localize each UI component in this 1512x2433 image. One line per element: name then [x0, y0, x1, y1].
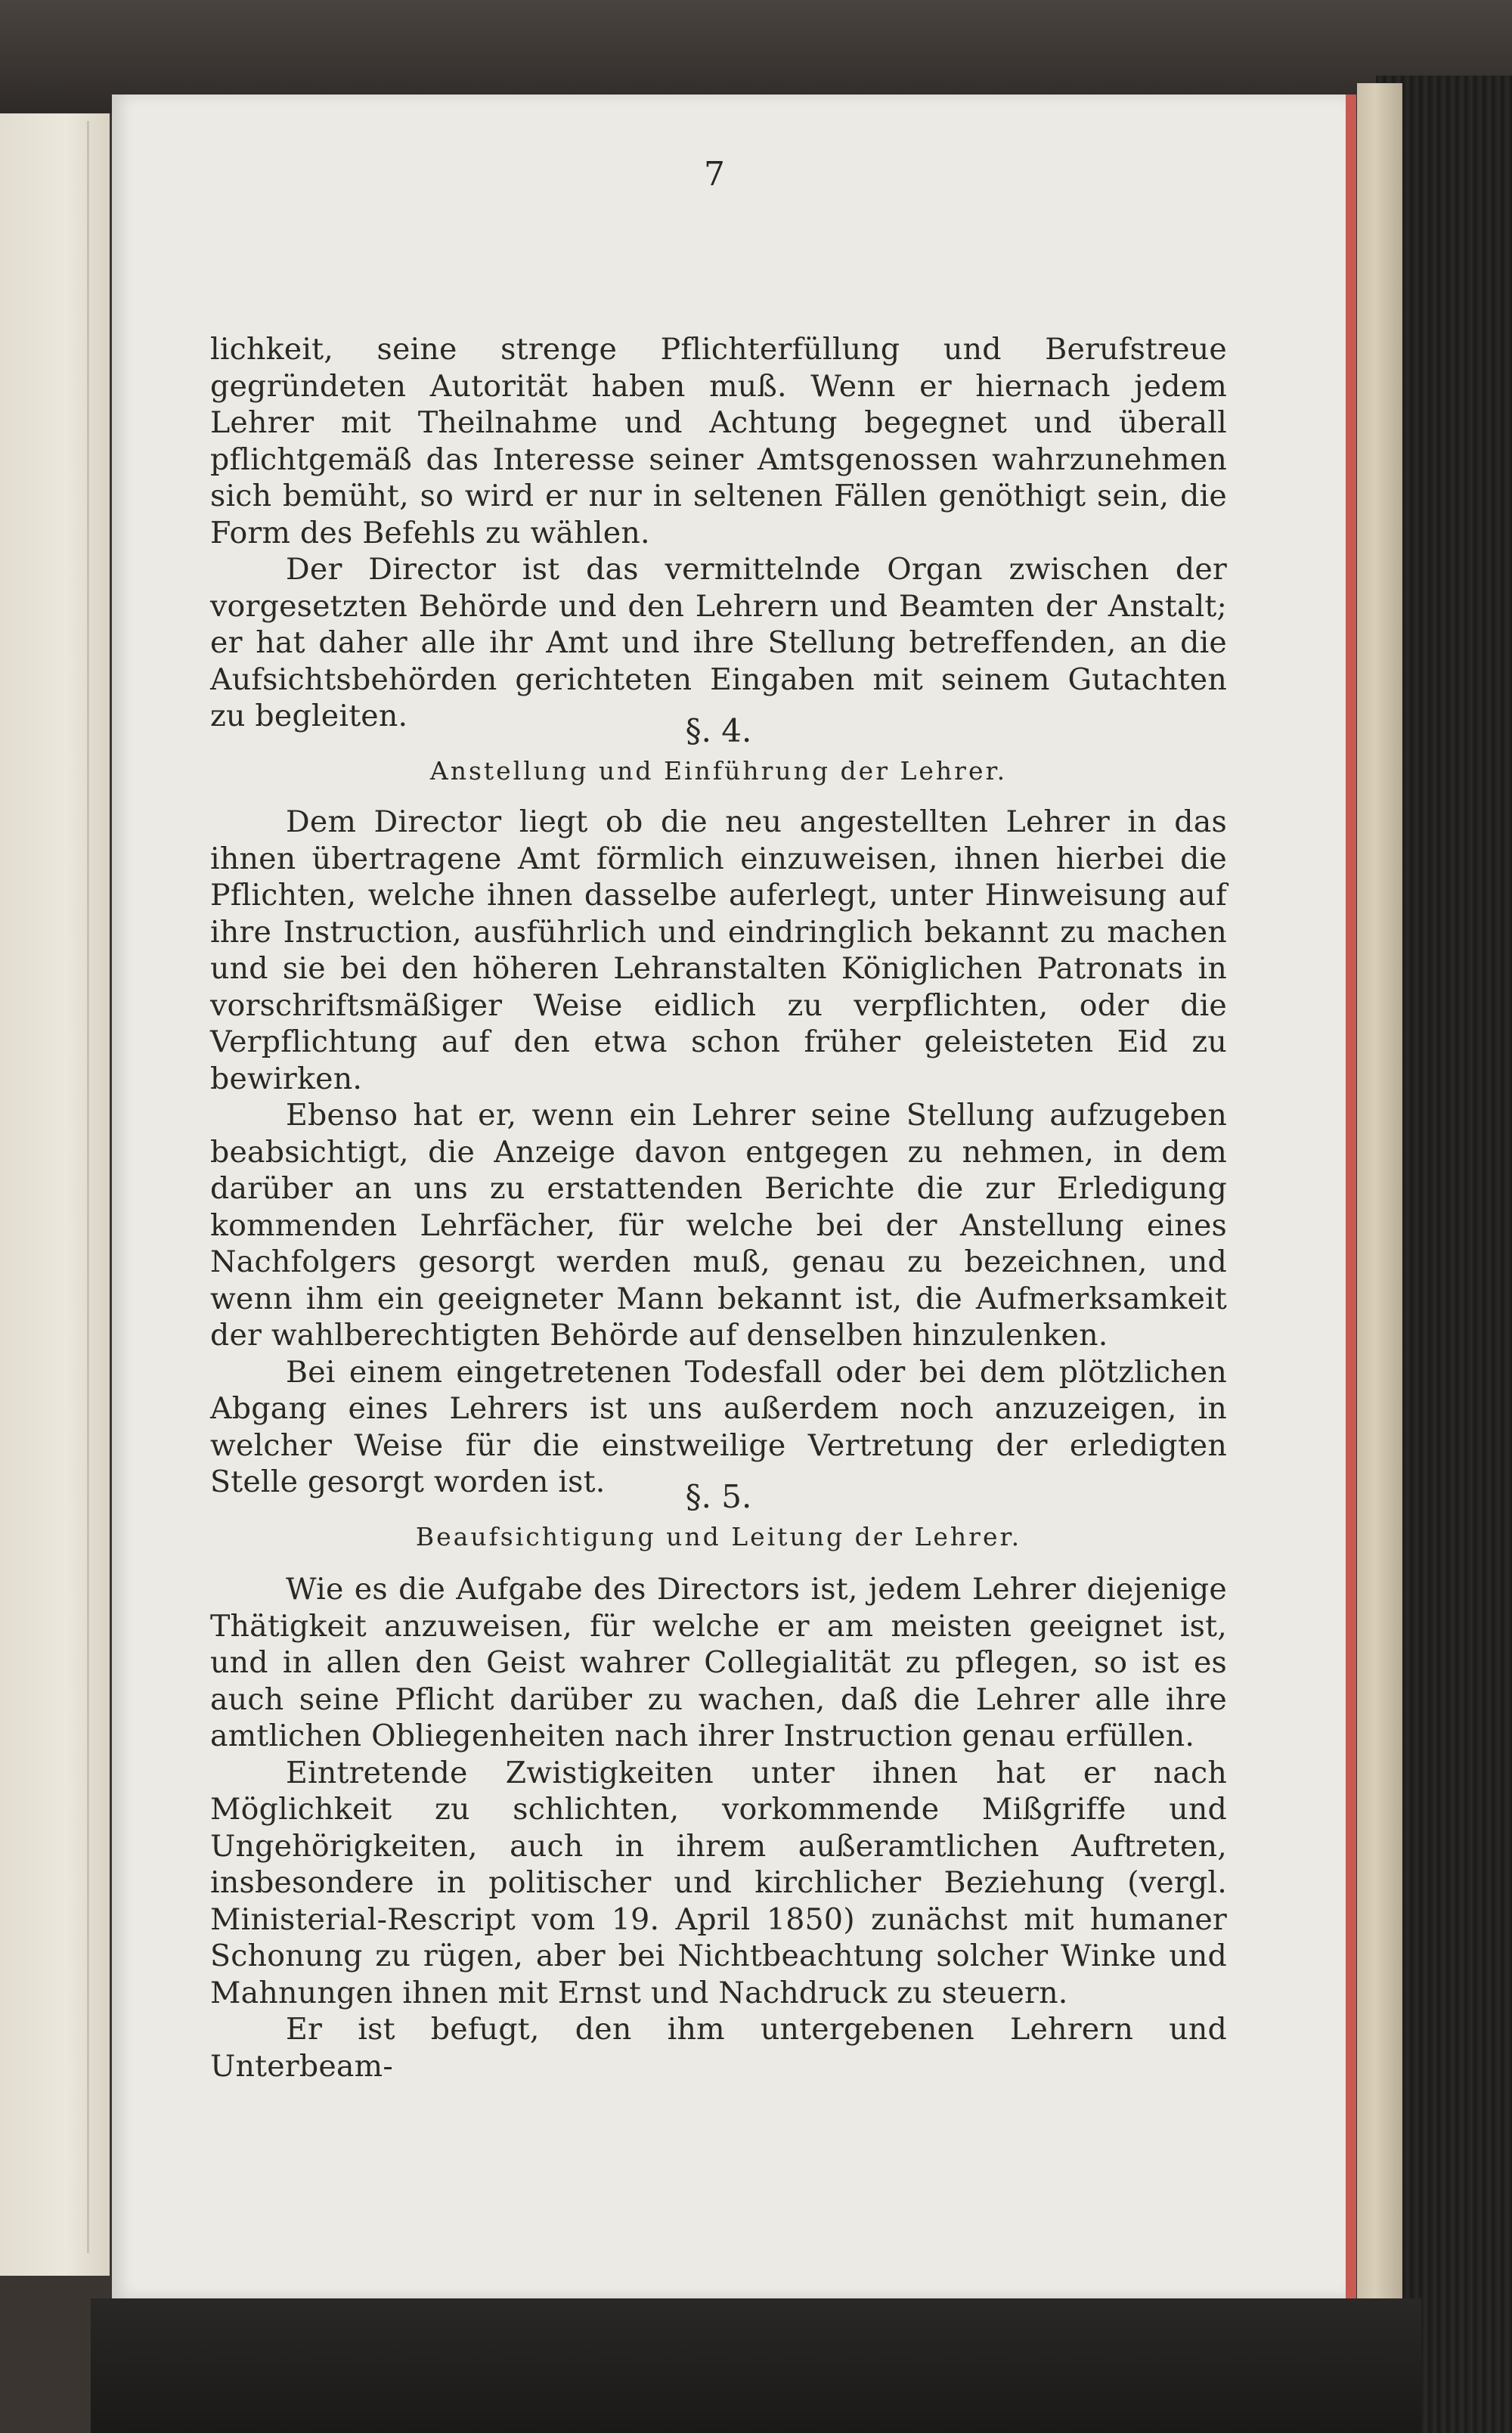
text-block-2	[210, 804, 1227, 1501]
text-block-3	[210, 1571, 1227, 2084]
paragraph-continuation: lichkeit, seine strenge Pflichterfüllung und Berufstreue gegründeten Autorität haben muß. Wenn er hiernach jedem Lehrer mit Theilnahme und Achtung begegnet und überall pflichtgemäß das Interesse seiner Amtsgenossen wahrzunehmen sich bemüht, so wird er nur in seltenen Fällen genöthigt sein, die Form des Befehls zu wählen.	[210, 332, 1227, 550]
book-cover-bottom	[91, 2298, 1421, 2433]
section-5-title: Beaufsichtigung und Leitung der Lehrer.	[415, 1522, 1022, 1551]
paragraph-duties: Wie es die Aufgabe des Directors ist, jedem Lehrer diejenige Thätigkeit anzuweisen, für welche er am meisten geeignet ist, und in allen den Geist wahrer Collegialität zu pflegen, so ist es auch seine Pflicht darüber zu wachen, daß die Lehrer alle ihre amtlichen Obliegenheiten nach ihrer Instruction genau erfüllen.	[210, 1572, 1227, 1753]
paragraph-director-organ: Der Director ist das vermittelnde Organ zwischen der vorgesetzten Behörde und den Lehrern und Beamten der Anstalt; er hat daher alle ihr Amt und ihre Stellung betreffenden, an die Aufsichtsbehörden gerichteten Eingaben mit seinem Gutachten zu begleiten.	[210, 552, 1227, 733]
page-number: 7	[704, 155, 725, 194]
text-block-1	[210, 331, 1227, 735]
book-cover-board	[1357, 83, 1402, 2321]
red-page-edge	[1346, 95, 1356, 2298]
section-5-number: §. 5.	[685, 1478, 752, 1515]
paragraph-disputes: Eintretende Zwistigkeiten unter ihnen hat er nach Möglichkeit zu schlichten, vorkommende Mißgriffe und Ungehörigkeiten, auch in ihrem außeramtlichen Auftreten, insbesondere in politischer und kirchlicher Beziehung (vergl. Ministerial-Rescript vom 19. April 1850) zunächst mit humaner Schonung zu rügen, aber bei Nichtbeachtung solcher Winke und Mahnungen ihnen mit Ernst und Nachdruck zu steuern.	[210, 1755, 1227, 2010]
left-page-fold	[0, 121, 89, 2253]
section-4-title: Anstellung und Einführung der Lehrer.	[429, 756, 1008, 786]
paragraph-resignation: Ebenso hat er, wenn ein Lehrer seine Stellung aufzugeben beabsichtigt, die Anzeige davon entgegen zu nehmen, in dem darüber an uns zu erstattenden Berichte die zur Erledigung kommenden Lehrfächer, für welche bei der Anstellung eines Nachfolgers gesorgt werden muß, genau zu bezeichnen, und wenn ihm ein geeigneter Mann bekannt ist, die Aufmerksamkeit der wahlberechtigten Behörde auf denselben hinzulenken.	[210, 1098, 1227, 1353]
section-4-number: §. 4.	[685, 712, 752, 749]
paragraph-authority: Er ist befugt, den ihm untergebenen Lehrern und Unterbeam-	[210, 2012, 1227, 2084]
paragraph-appointment: Dem Director liegt ob die neu angestellten Lehrer in das ihnen übertragene Amt förmlich einzuweisen, ihnen hierbei die Pflichten, welche ihnen dasselbe auferlegt, unter Hinweisung auf ihre Instruction, ausführlich und eindringlich bekannt zu machen und sie bei den höheren Lehranstalten Königlichen Patronats in vorschriftsmäßiger Weise eidlich zu verpflichten, oder die Verpflichtung auf den etwa schon früher geleisteten Eid zu bewirken.	[210, 804, 1227, 1096]
paragraph-death: Bei einem eingetretenen Todesfall oder bei dem plötzlichen Abgang eines Lehrers ist uns außerdem noch anzuzeigen, in welcher Weise für die einstweilige Vertretung der erledigten Stelle gesorgt worden ist.	[210, 1354, 1227, 1499]
